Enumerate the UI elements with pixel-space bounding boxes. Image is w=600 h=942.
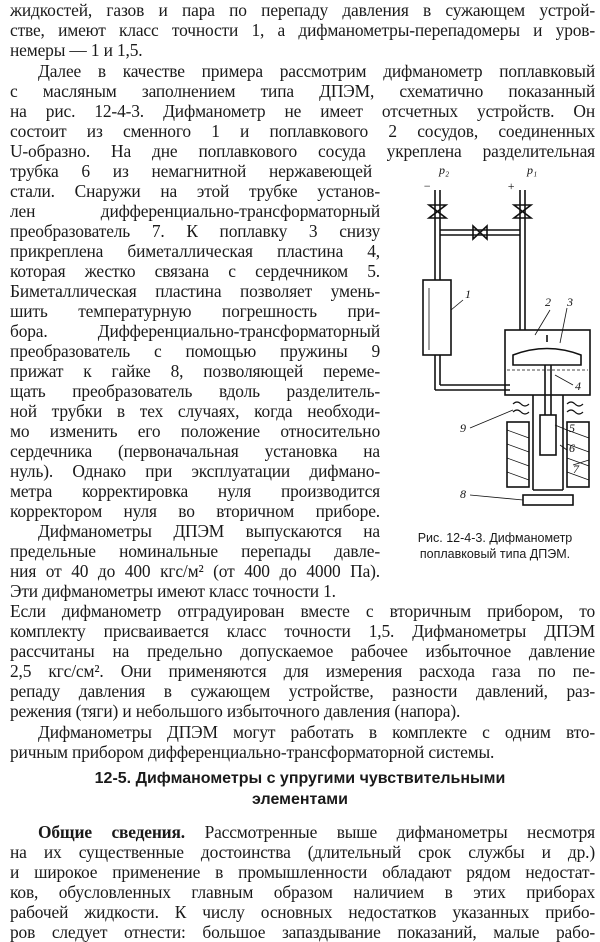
valve-right bbox=[514, 205, 531, 218]
text-line: ной трубки в тех случаях, когда необходи- bbox=[10, 401, 380, 421]
text-line: прикреплена биметаллическая пластина 4, bbox=[10, 241, 380, 261]
text-line: стали. Снаружи на этой трубке установ- bbox=[10, 181, 380, 201]
text-line: щать преобразователь вдоль разделитель- bbox=[10, 381, 380, 401]
general-info-text: Рассмотренные выше дифманометры несмотря bbox=[185, 822, 595, 842]
text-line: репаду давления в сужающем устройстве, разности давлений, раз- bbox=[10, 681, 595, 701]
text-line: ния от 40 до 400 кгс/м² (от 400 до 4000 Па). bbox=[10, 561, 380, 581]
section-heading-line2: элементами bbox=[252, 791, 348, 808]
label-3: 3 bbox=[567, 295, 573, 309]
text-line: ричным прибором дифференциально-трансформаторной системы. bbox=[10, 742, 495, 762]
label-minus: − bbox=[423, 179, 432, 193]
figure-caption: Рис. 12-4-3. Дифманометр bbox=[417, 531, 573, 545]
text-line: стве, имеют класс точности 1, а дифманометры-перепадомеры и уров- bbox=[10, 20, 595, 40]
spring bbox=[513, 402, 529, 414]
text-line: и широкое применение в промышленности обладают рядом недостат- bbox=[10, 862, 595, 882]
text-line: преобразователь с помощью пружины 9 bbox=[10, 341, 380, 361]
text-line: состоит из сменного 1 и поплавкового 2 сосудов, соединенных bbox=[10, 121, 595, 141]
text-line: жидкостей, газов и пара по перепаду давления в сужающем устрой- bbox=[10, 0, 595, 20]
text-line: ков, обусловленных главным образом наличием в этих приборах bbox=[10, 882, 595, 902]
text-line: Дифманометры ДПЭМ выпускаются на bbox=[38, 521, 380, 541]
label-p1: p₁ bbox=[527, 163, 538, 177]
valve-equalizing bbox=[473, 226, 487, 239]
text-line: сердечника (первоначальная установка на bbox=[10, 441, 380, 461]
text-line: U-образно. На дне поплавкового сосуда укреплена разделительная bbox=[10, 141, 595, 161]
text-line bbox=[38, 822, 595, 842]
text-line: Биметаллическая пластина позволяет умень- bbox=[10, 281, 380, 301]
coil-left bbox=[507, 422, 529, 487]
text-line: на их существенные достоинства (длительный срок службы и др.) bbox=[10, 842, 595, 862]
text-line: прижат к гайке 8, позволяющей переме- bbox=[10, 361, 380, 381]
label-4: 4 bbox=[575, 379, 581, 393]
label-1: 1 bbox=[465, 287, 471, 301]
label-7: 7 bbox=[573, 462, 579, 476]
valve-left bbox=[429, 205, 446, 218]
text-line: на рис. 12-4-3. Дифманометр не имеет отсчетных устройств. Он bbox=[10, 101, 595, 121]
text-line: предельные номинальные перепады давле- bbox=[10, 541, 380, 561]
text-line: Эти дифманометры имеют класс точности 1. bbox=[10, 581, 336, 601]
text-line: нуль). Однако при эксплуатации дифмано- bbox=[10, 461, 380, 481]
text-line: ров следует отнести: большое запаздывание показаний, малые рабо- bbox=[10, 922, 595, 942]
text-line: с масляным заполнением типа ДПЭМ, схематично показанный bbox=[10, 81, 595, 101]
text-line: 2,5 кгс/см². Они применяются для измерения расхода газа по пе- bbox=[10, 661, 595, 681]
text-line: которая жестко связана с сердечником 5. bbox=[10, 261, 380, 281]
label-6: 6 bbox=[569, 441, 575, 455]
text-line: комплекту присваивается класс точности 1,5. Дифманометры ДПЭМ bbox=[10, 621, 595, 641]
text-line: мо изменить его положение относительно bbox=[10, 421, 380, 441]
text-line: трубка 6 из немагнитной нержавеющей bbox=[10, 161, 372, 181]
core bbox=[540, 415, 556, 455]
text-line: бора. Дифференциально-трансформаторный bbox=[10, 321, 380, 341]
text-line: режения (тяги) и небольшого избыточного давления (напора). bbox=[10, 701, 461, 721]
text-line: корректором нуля во вторичном приборе. bbox=[10, 501, 380, 521]
text-line: рассчитаны на предельно допускаемое рабочее избыточное давление bbox=[10, 641, 595, 661]
nut bbox=[523, 495, 573, 505]
text-line: немеры — 1 и 1,5. bbox=[10, 40, 143, 60]
general-info-lead: Общие сведения. bbox=[38, 822, 186, 842]
label-p2: p₂ bbox=[439, 163, 450, 177]
text-line: рабочей жидкости. К числу основных недостатков указанных прибо- bbox=[10, 902, 595, 922]
figure-caption-line2: поплавковый типа ДПЭМ. bbox=[419, 547, 571, 561]
dpem-manometer-diagram bbox=[395, 160, 595, 525]
replaceable-vessel bbox=[423, 280, 451, 355]
label-2: 2 bbox=[545, 295, 551, 309]
text-line: Дифманометры ДПЭМ могут работать в комплекте с одним вто- bbox=[38, 722, 595, 742]
section-heading: 12-5. Дифманометры с упругими чувствительными bbox=[94, 770, 506, 787]
label-5: 5 bbox=[569, 421, 575, 435]
text-line: лен дифференциально-трансформаторный bbox=[10, 201, 380, 221]
label-9: 9 bbox=[460, 421, 466, 435]
text-line: Если дифманометр отградуирован вместе с вторичным прибором, то bbox=[10, 601, 595, 621]
float bbox=[513, 349, 581, 366]
text-line: метра корректировка нуля производится bbox=[10, 481, 380, 501]
text-line: Далее в качестве примера рассмотрим дифманометр поплавковый bbox=[38, 61, 595, 81]
text-line: преобразователь 7. К поплавку 3 снизу bbox=[10, 221, 380, 241]
text-line: шить температурную погрешность при- bbox=[10, 301, 380, 321]
label-8: 8 bbox=[460, 487, 466, 501]
label-plus: + bbox=[507, 179, 516, 193]
